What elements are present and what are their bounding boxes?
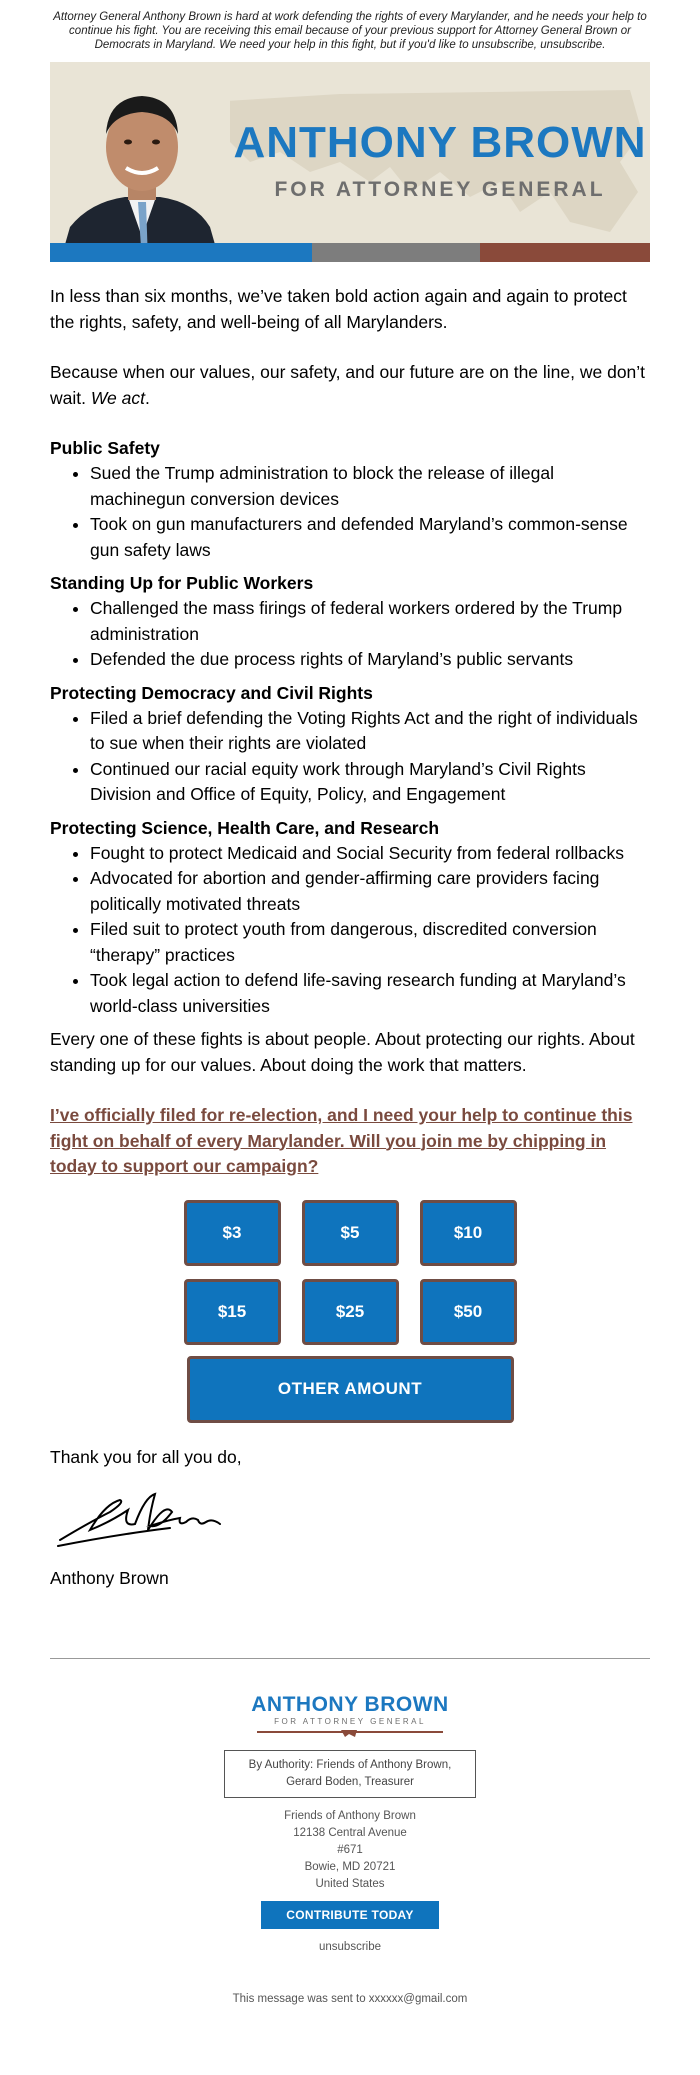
list-item: • Took on gun manufacturers and defended Maryland’s common-sense gun safety laws <box>90 512 650 563</box>
banner-candidate-name: ANTHONY BROWN <box>233 118 647 167</box>
donate-5-button[interactable]: $5 <box>302 1200 399 1266</box>
footer-logo-stripe <box>257 1728 443 1738</box>
unsubscribe-link[interactable]: unsubscribe <box>318 1940 381 1953</box>
section-heading-public-workers: Standing Up for Public Workers <box>50 573 314 593</box>
stripe-blue <box>50 243 312 262</box>
footer-logo-name: ANTHONY BROWN <box>251 1692 449 1716</box>
section-list-public-workers <box>50 596 650 673</box>
re-election-donate-link[interactable]: I’ve officially filed for re-election, and I need your help to continue this fight on behalf of every Marylander. Will you join me by chipping in today to support our campaign? <box>50 1105 633 1176</box>
authority-disclaimer: By Authority: Friends of Anthony Brown, Gerard Boden, Treasurer <box>224 1750 476 1798</box>
donate-50-button[interactable]: $50 <box>420 1279 517 1345</box>
donate-3-button[interactable]: $3 <box>184 1200 281 1266</box>
thank-you-line: Thank you for all you do, <box>50 1446 242 1467</box>
stripe-gray <box>312 243 480 262</box>
header-banner <box>50 62 650 262</box>
donate-25-button[interactable]: $25 <box>302 1279 399 1345</box>
donation-buttons <box>50 1200 650 1423</box>
we-act-emphasis: We act <box>90 387 145 408</box>
list-item: • Continued our racial equity work through Maryland’s Civil Rights Division and Office of Equity, Policy, and Engagement <box>90 757 650 808</box>
footer-divider <box>50 1658 650 1659</box>
signer-name: Anthony Brown <box>50 1568 169 1588</box>
list-item: • Advocated for abortion and gender-affirming care providers facing politically motivated threats <box>90 866 650 917</box>
section-list-public-safety <box>50 461 650 563</box>
donate-other-amount-button[interactable]: OTHER AMOUNT <box>187 1356 514 1423</box>
list-item: • Took legal action to defend life-saving research funding at Maryland’s world-class universities <box>90 968 650 1019</box>
section-heading-democracy: Protecting Democracy and Civil Rights <box>50 682 373 703</box>
footer-logo-subtitle: FOR ATTORNEY GENERAL <box>274 1716 426 1726</box>
section-heading-science: Protecting Science, Health Care, and Research <box>50 817 440 838</box>
section-heading-public-safety: Public Safety <box>50 438 160 458</box>
contribute-today-button[interactable]: CONTRIBUTE TODAY <box>261 1901 439 1929</box>
preheader-text: Attorney General Anthony Brown is hard at work defending the rights of every Marylander, and he needs your help to continue his fight. You are receiving this email because of your previous support for Attorney General Brown or Democrats in Maryland. We need your help in this fight, but if you'd like to unsubscribe, unsubscribe. <box>53 11 647 51</box>
list-item: • Filed suit to protect youth from dangerous, discredited conversion “therapy” practices <box>90 917 650 968</box>
banner-subtitle: FOR ATTORNEY GENERAL <box>274 178 606 201</box>
handwritten-signature <box>50 1482 240 1552</box>
section-list-science <box>50 841 650 1020</box>
mailing-address: Friends of Anthony Brown 12138 Central Avenue #671 Bowie, MD 20721 United States <box>284 1809 416 1890</box>
list-item: • Sued the Trump administration to block the release of illegal machinegun conversion devices <box>90 461 650 512</box>
list-item: • Challenged the mass firings of federal workers ordered by the Trump administration <box>90 596 650 647</box>
sent-to-notice: This message was sent to xxxxxx@gmail.com <box>232 1992 468 2005</box>
list-item: • Filed a brief defending the Voting Rights Act and the right of individuals to sue when their rights are violated <box>90 706 650 757</box>
list-item: • Fought to protect Medicaid and Social Security from federal rollbacks <box>90 841 650 867</box>
closing-paragraph: Every one of these fights is about people. About protecting our rights. About standing up for our values. About doing the work that matters. <box>50 1029 635 1075</box>
intro-paragraph-2: Because when our values, our safety, and our future are on the line, we don’t wait. We act. <box>50 362 646 408</box>
banner-color-stripes <box>50 243 650 262</box>
donate-10-button[interactable]: $10 <box>420 1200 517 1266</box>
section-list-democracy <box>50 706 650 808</box>
footer <box>50 1693 650 2005</box>
candidate-portrait <box>50 62 230 262</box>
list-item: • Defended the due process rights of Maryland’s public servants <box>90 647 650 673</box>
intro-paragraph-1: In less than six months, we’ve taken bold action again and again to protect the rights, safety, and well-being of all Marylanders. <box>50 286 627 332</box>
stripe-brown <box>480 243 650 262</box>
donate-15-button[interactable]: $15 <box>184 1279 281 1345</box>
